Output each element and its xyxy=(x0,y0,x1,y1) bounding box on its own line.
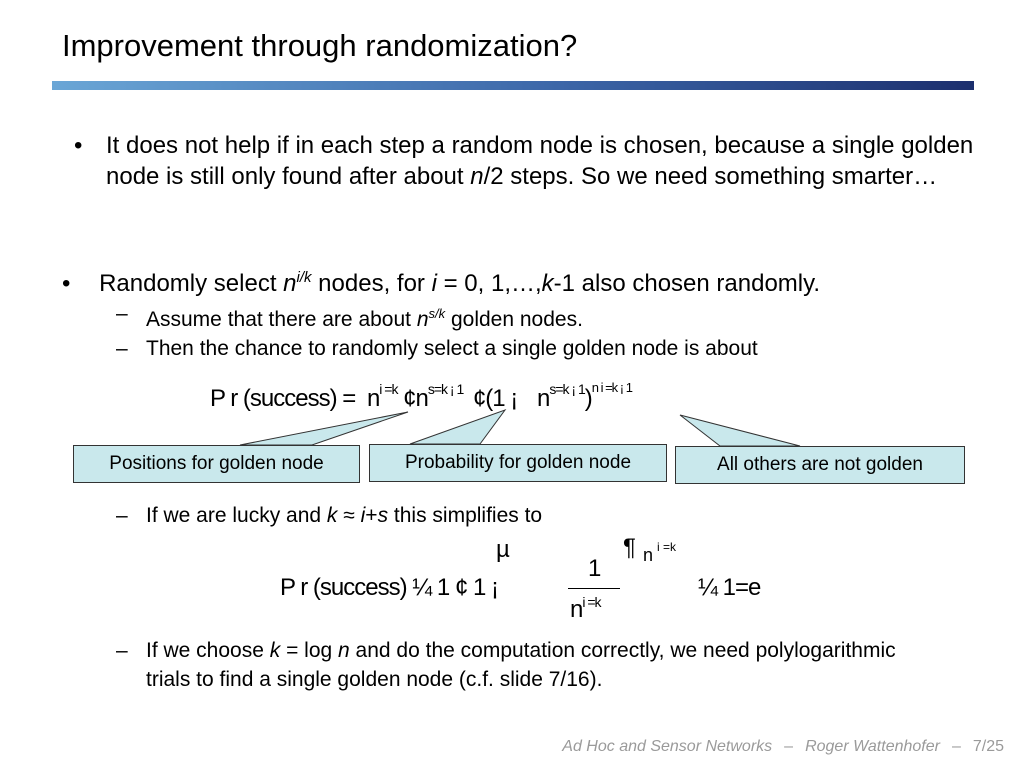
sub-4-text: If we choose k = log n and do the computation correctly, we need polylogarithmic trials to find a single golden node (c.f. slide 7/16). xyxy=(146,639,896,691)
formula1-mid: ¢n xyxy=(403,385,428,412)
callout-pointer-probability xyxy=(410,410,505,444)
formula2-rhs: ¼ 1=e xyxy=(698,574,761,601)
footer-course: Ad Hoc and Sensor Networks xyxy=(562,738,773,755)
bullet-2-part3: = 0, 1,…, xyxy=(436,270,542,297)
footer-separator: – xyxy=(951,738,961,755)
bullet-2-part2: nodes, for xyxy=(311,270,432,297)
formula1-close: ) xyxy=(584,385,592,412)
formula2-numerator: 1 xyxy=(588,555,601,582)
sub-2-text: Then the chance to randomly select a single golden node is about xyxy=(146,337,758,360)
bullet-2-var-k: k xyxy=(541,270,554,297)
formula1-lhs: P r (success) = xyxy=(210,385,356,412)
bullet-marker: • xyxy=(74,132,83,159)
fraction-bar xyxy=(568,588,620,589)
bullet-1-part1: It does not help if in each step a random node is chosen, because a single golden node is still only found after about xyxy=(106,132,974,190)
dash-marker: – xyxy=(116,504,128,527)
bullet-2-var-n: n xyxy=(283,270,297,297)
bullet-2-part1: Randomly select xyxy=(99,270,284,297)
sub-1-text: Assume that there are about $n^{s/k}$ golden nodes. xyxy=(146,306,583,331)
callout-others: All others are not golden xyxy=(675,446,965,484)
callout-probability: Probability for golden node xyxy=(369,444,667,482)
bullet-marker: • xyxy=(62,270,71,297)
formula1-paren: ¢(1 ¡ xyxy=(472,385,518,412)
formula1-exp3: s=k ¡ 1 xyxy=(549,381,585,397)
formula2-outer-n: n xyxy=(643,545,654,565)
formula2-mu: µ xyxy=(496,536,509,563)
formula2-denominator: $n^{i =k}$ xyxy=(570,594,601,623)
callout-pointer-others xyxy=(680,415,800,446)
sub-3-text: If we are lucky and k ≈ i+s this simplifies to xyxy=(146,504,543,527)
dash-marker: – xyxy=(116,639,128,662)
formula1-exp4: n i =k ¡ 1 xyxy=(591,380,632,395)
bullet-2-sup: i/k xyxy=(296,269,312,286)
formula2-pilcrow: ¶ xyxy=(623,534,635,561)
footer-page-number: 7/25 xyxy=(972,738,1004,755)
footer-author: Roger Wattenhofer xyxy=(805,738,940,755)
dash-marker: – xyxy=(116,302,128,325)
formula1-exp1: i =k xyxy=(379,381,398,397)
formula2-outer-exp: i =k xyxy=(657,540,677,554)
formula1-n2: n xyxy=(536,385,550,412)
formula1-n1: n xyxy=(366,385,380,412)
formula2-lhs: P r (success) ¼ 1 ¢ 1 ¡ xyxy=(280,574,498,601)
callout-positions: Positions for golden node xyxy=(73,445,360,483)
bullet-2-var-i: i xyxy=(431,270,437,297)
slide-title: Improvement through randomization? xyxy=(62,28,578,63)
dash-marker: – xyxy=(116,337,128,360)
formula1-exp2: s=k ¡ 1 xyxy=(427,381,464,397)
callout-pointer-positions xyxy=(240,412,408,445)
bullet-1-part2: /2 steps. So we need something smarter… xyxy=(483,163,938,190)
bullet-2-part4: -1 also chosen randomly. xyxy=(553,270,821,297)
bullet-1-var-n: n xyxy=(470,163,484,190)
footer-separator: – xyxy=(784,738,794,755)
slide-footer xyxy=(562,738,1004,756)
